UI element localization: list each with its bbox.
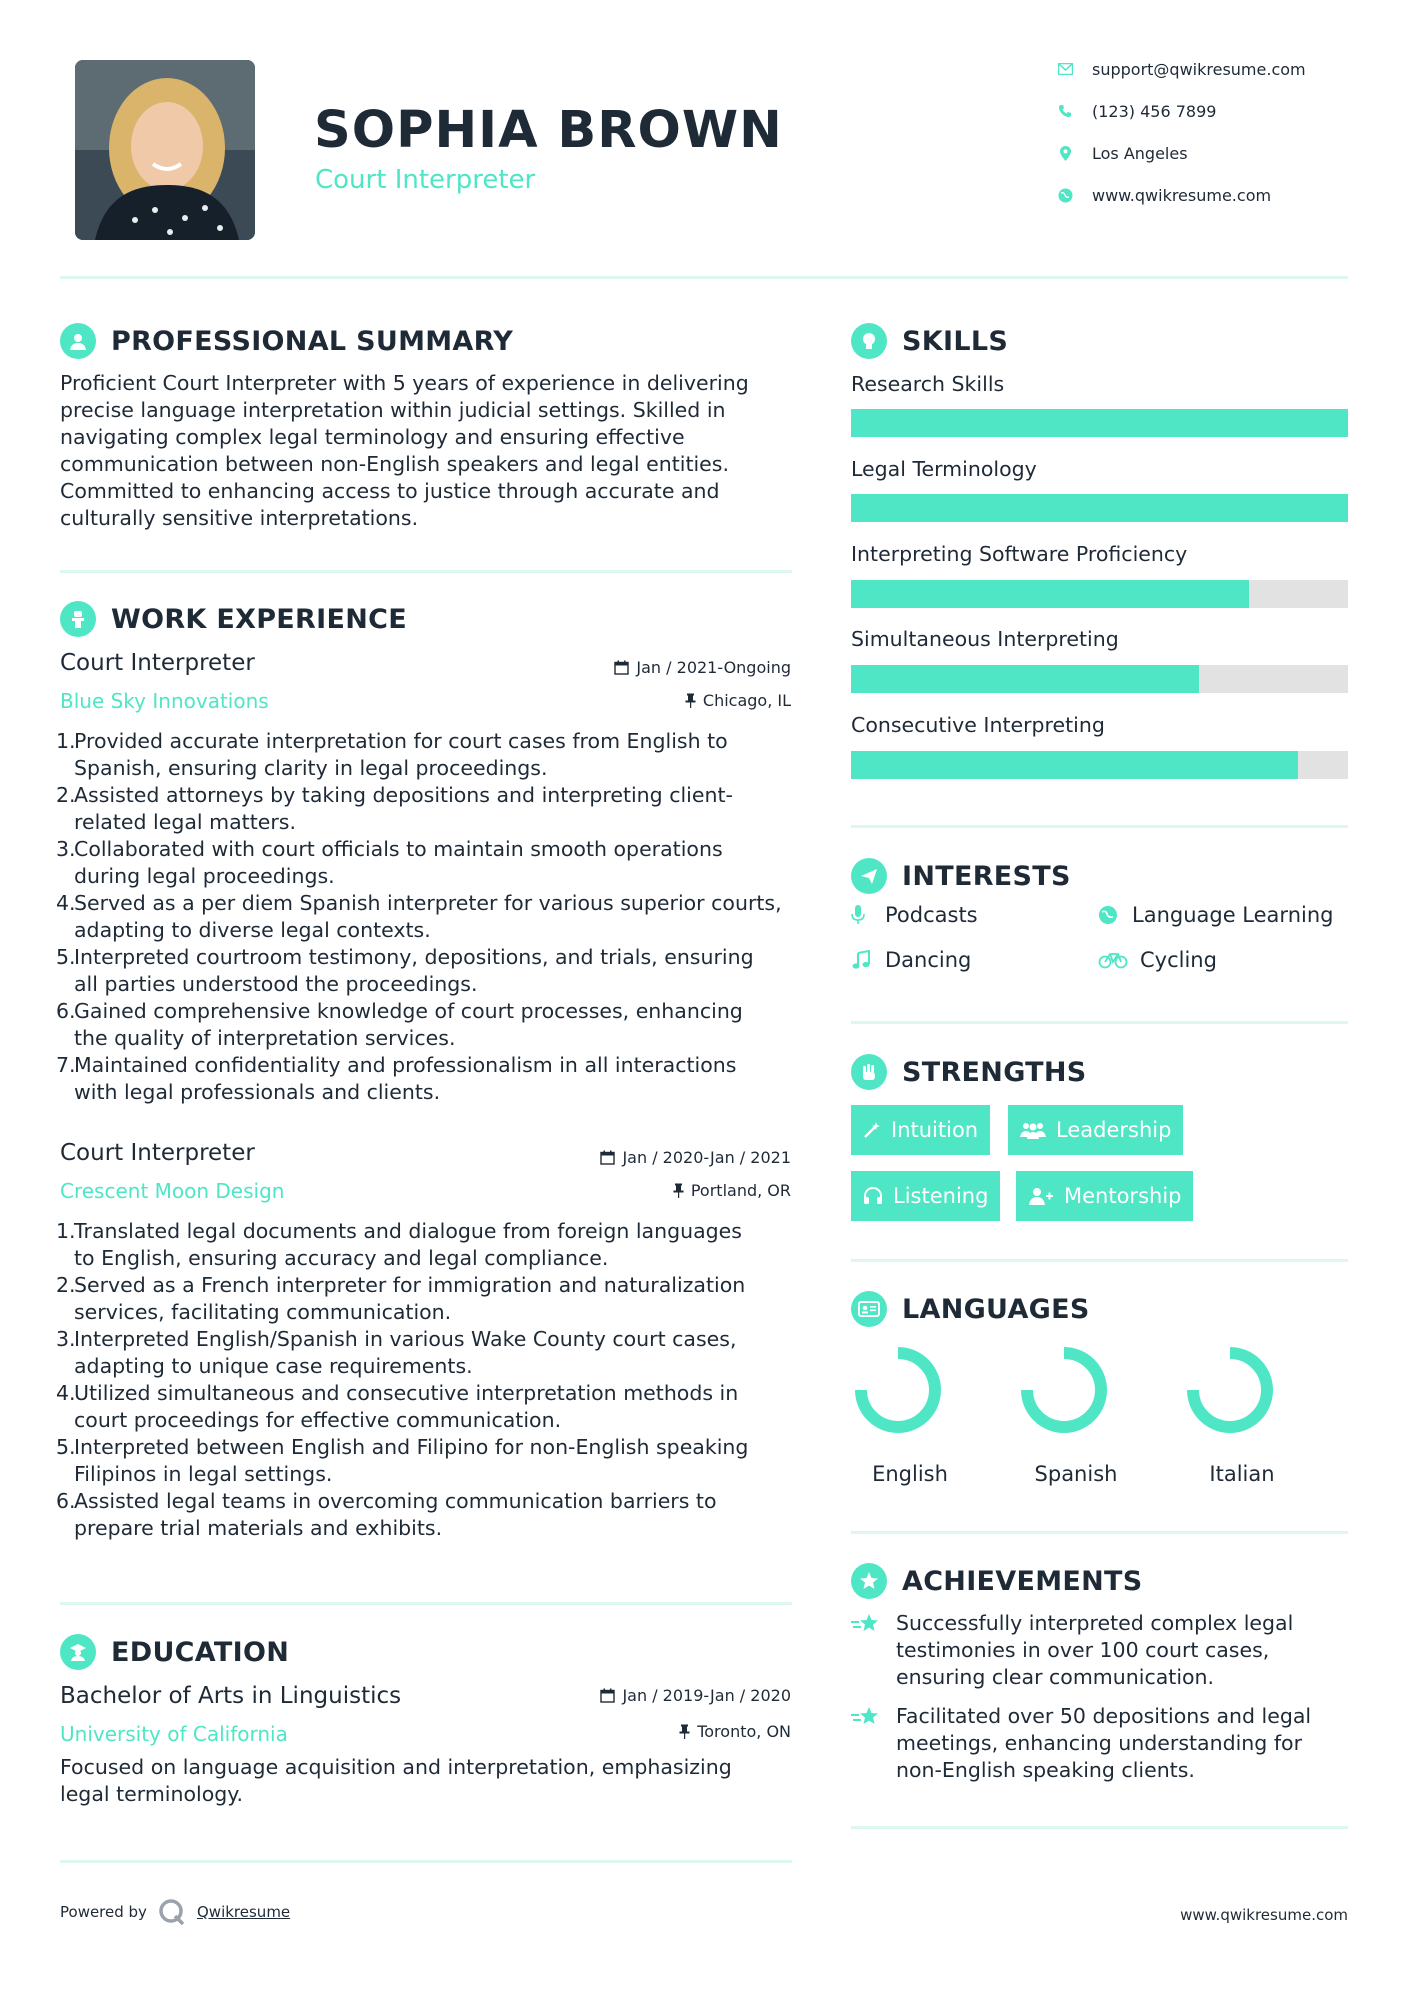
job-date-text: Jan / 2020-Jan / 2021	[622, 1148, 791, 1167]
list-item: 1. Translated legal documents and dialogue from foreign languages to English, ensuring accuracy and legal compliance.	[56, 1219, 742, 1270]
work-divider	[60, 1602, 792, 1605]
language-item	[1006, 1340, 1146, 1486]
language-progress-ring	[1172, 1340, 1312, 1440]
contact-phone-text: (123) 456 7899	[1092, 101, 1217, 121]
interest-label: Dancing	[885, 948, 972, 972]
summary-line: communication between non-English speakers and legal entities.	[60, 452, 729, 476]
languages-heading	[851, 1291, 1090, 1327]
interest-item	[1098, 948, 1217, 972]
shooting-star-icon	[851, 1610, 896, 1691]
skills-heading	[851, 323, 1008, 359]
strength-chip	[851, 1171, 1000, 1221]
languages-divider	[851, 1531, 1348, 1534]
list-item: 6. Gained comprehensive knowledge of court processes, enhancing the quality of interpretation services.	[56, 999, 743, 1050]
job-title: Court Interpreter	[60, 650, 255, 676]
graduate-icon	[60, 1634, 96, 1670]
skills-divider	[851, 825, 1348, 828]
work-heading-text: WORK EXPERIENCE	[111, 603, 407, 635]
strength-label: Listening	[893, 1184, 989, 1208]
language-label: Spanish	[1034, 1462, 1118, 1486]
list-item: 1. Provided accurate interpretation for court cases from English to Spanish, ensuring clarity in legal proceedings.	[56, 729, 728, 780]
job-date	[614, 658, 791, 677]
strength-chip	[1008, 1105, 1183, 1155]
language-progress-ring	[840, 1340, 980, 1440]
globe-icon	[1098, 905, 1124, 925]
hand-icon	[851, 1054, 887, 1090]
language-ring-arc	[861, 1353, 935, 1427]
list-item: 2. Served as a French interpreter for immigration and naturalization services, facilitating communication.	[56, 1273, 746, 1324]
strength-label: Leadership	[1056, 1118, 1172, 1142]
interest-item	[851, 903, 978, 927]
job-duties-list	[56, 728, 796, 1106]
skill-bar	[851, 494, 1348, 522]
list-item: 4. Served as a per diem Spanish interpreter for various superior courts, adapting to diverse legal contexts.	[56, 891, 782, 942]
podium-icon	[60, 601, 96, 637]
id-card-icon	[851, 1291, 887, 1327]
job-location	[673, 1181, 791, 1200]
list-item: 5. Interpreted between English and Filipino for non-English speaking Filipinos in legal settings.	[56, 1435, 749, 1486]
education-date-text: Jan / 2019-Jan / 2020	[622, 1686, 791, 1705]
microphone-icon	[851, 905, 877, 925]
strength-label: Intuition	[891, 1118, 979, 1142]
job-company: Crescent Moon Design	[60, 1179, 285, 1203]
job-location-text: Chicago, IL	[702, 691, 791, 710]
list-item: 4. Utilized simultaneous and consecutive interpretation methods in court proceedings for effective communication.	[56, 1381, 739, 1432]
education-heading-text: EDUCATION	[111, 1636, 290, 1668]
summary-heading-text: PROFESSIONAL SUMMARY	[111, 325, 514, 357]
summary-line: navigating complex legal terminology and ensuring effective	[60, 425, 685, 449]
calendar-icon	[600, 1688, 615, 1703]
summary-line: Committed to enhancing access to justice through accurate and	[60, 479, 720, 503]
interests-heading-text: INTERESTS	[902, 860, 1071, 892]
skill-bar-fill	[851, 494, 1348, 522]
job-duties-list	[56, 1218, 796, 1542]
summary-line: precise language interpretation within judicial settings. Skilled in	[60, 398, 726, 422]
strength-label: Mentorship	[1064, 1184, 1182, 1208]
interest-item	[1098, 903, 1333, 927]
strengths-heading-text: STRENGTHS	[902, 1056, 1087, 1088]
strengths-divider	[851, 1259, 1348, 1262]
candidate-name: SOPHIA BROWN	[314, 101, 783, 160]
globe-icon	[1056, 186, 1074, 204]
skill-bar	[851, 580, 1348, 608]
qwikresume-logo-icon	[157, 1898, 187, 1926]
education-location-text: Toronto, ON	[697, 1722, 791, 1741]
user-icon	[60, 323, 96, 359]
job-date-text: Jan / 2021-Ongoing	[636, 658, 791, 677]
list-item: 2. Assisted attorneys by taking depositions and interpreting client- related legal matters.	[56, 783, 733, 834]
achievements-heading	[851, 1563, 1143, 1599]
job-location	[685, 691, 791, 710]
bicycle-icon	[1098, 951, 1132, 969]
achievements-heading-text: ACHIEVEMENTS	[902, 1565, 1143, 1597]
phone-icon	[1056, 102, 1074, 120]
summary-line: Proficient Court Interpreter with 5 years of experience in delivering	[60, 371, 749, 395]
contact-location-text: Los Angeles	[1092, 143, 1188, 163]
education-line: Focused on language acquisition and interpretation, emphasizing	[60, 1755, 732, 1779]
language-progress-ring	[1006, 1340, 1146, 1440]
music-note-icon	[851, 950, 877, 970]
candidate-title: Court Interpreter	[315, 165, 536, 195]
skill-bar	[851, 751, 1348, 779]
header-divider	[60, 276, 1348, 279]
skill-bar	[851, 409, 1348, 437]
powered-by-label: Powered by	[60, 1903, 147, 1921]
skill-bar-fill	[851, 665, 1199, 693]
education-location	[679, 1722, 791, 1741]
job-location-text: Portland, OR	[690, 1181, 791, 1200]
language-item	[840, 1340, 980, 1486]
paper-plane-icon	[851, 858, 887, 894]
job-company: Blue Sky Innovations	[60, 689, 269, 713]
pin-icon	[673, 1183, 684, 1198]
language-label: English	[872, 1462, 948, 1486]
job-title: Court Interpreter	[60, 1140, 255, 1166]
contact-email-text: support@qwikresume.com	[1092, 59, 1306, 79]
contact-phone[interactable]	[1056, 100, 1216, 122]
skill-bar-fill	[851, 409, 1348, 437]
skill-label: Simultaneous Interpreting	[851, 627, 1119, 651]
languages-heading-text: LANGUAGES	[902, 1293, 1090, 1325]
degree-title: Bachelor of Arts in Linguistics	[60, 1683, 402, 1709]
star-badge-icon	[851, 1563, 887, 1599]
pin-icon	[685, 693, 696, 708]
user-plus-icon	[1028, 1187, 1054, 1205]
qwikresume-link-text: Qwikresume	[197, 1903, 291, 1921]
skill-bar-fill	[851, 751, 1298, 779]
list-item: 3. Interpreted English/Spanish in various Wake County court cases, adapting to unique case requirements.	[56, 1327, 737, 1378]
contact-website-text: www.qwikresume.com	[1092, 185, 1272, 205]
education-date	[600, 1686, 791, 1705]
language-ring-arc	[1027, 1353, 1101, 1427]
shooting-star-icon	[851, 1703, 896, 1784]
education-line: legal terminology.	[60, 1782, 243, 1806]
envelope-icon	[1056, 60, 1074, 78]
summary-divider	[60, 570, 792, 573]
list-item: 6. Assisted legal teams in overcoming communication barriers to prepare trial materials and exhibits.	[56, 1489, 717, 1540]
map-marker-icon	[1056, 144, 1074, 162]
skill-label: Consecutive Interpreting	[851, 713, 1105, 737]
contact-location	[1056, 142, 1188, 164]
interests-heading	[851, 858, 1071, 894]
interests-divider	[851, 1021, 1348, 1024]
list-item: 7. Maintained confidentiality and professionalism in all interactions with legal professionals and clients.	[56, 1053, 737, 1104]
strength-chip	[851, 1105, 990, 1155]
achievement-item: Facilitated over 50 depositions and legal meetings, enhancing understanding for non-English speaking clients.	[851, 1703, 1348, 1784]
qwikresume-link[interactable]	[157, 1898, 290, 1926]
school-name: University of California	[60, 1722, 288, 1746]
work-heading	[60, 601, 407, 637]
interest-label: Cycling	[1140, 948, 1217, 972]
language-label: Italian	[1209, 1462, 1275, 1486]
list-item: 3. Collaborated with court officials to maintain smooth operations during legal proceedings.	[56, 837, 723, 888]
skill-label: Interpreting Software Proficiency	[851, 542, 1188, 566]
skill-label: Research Skills	[851, 372, 1005, 396]
profile-photo	[75, 60, 255, 240]
calendar-icon	[600, 1150, 615, 1165]
lightbulb-icon	[851, 323, 887, 359]
headphones-icon	[863, 1187, 883, 1205]
skill-bar	[851, 665, 1348, 693]
skill-label: Legal Terminology	[851, 457, 1037, 481]
contact-website[interactable]	[1056, 184, 1271, 206]
interest-label: Language Learning	[1132, 903, 1334, 927]
magic-wand-icon	[863, 1121, 881, 1139]
achievement-item: Successfully interpreted complex legal testimonies in over 100 court cases, ensuring clear communication.	[851, 1610, 1348, 1691]
interest-label: Podcasts	[885, 903, 978, 927]
education-divider	[60, 1860, 792, 1863]
footer-website[interactable]: www.qwikresume.com	[1180, 1906, 1348, 1924]
strengths-heading	[851, 1054, 1087, 1090]
skills-heading-text: SKILLS	[902, 325, 1009, 357]
education-description	[60, 1754, 790, 1808]
contact-email[interactable]	[1056, 58, 1306, 80]
language-ring-arc	[1193, 1353, 1267, 1427]
summary-heading	[60, 323, 513, 359]
interest-item	[851, 948, 971, 972]
list-item: 5. Interpreted courtroom testimony, depositions, and trials, ensuring all parties understood the proceedings.	[56, 945, 754, 996]
language-item	[1172, 1340, 1312, 1486]
job-date	[600, 1148, 791, 1167]
achievements-divider	[851, 1826, 1348, 1829]
pin-icon	[679, 1724, 690, 1739]
summary-text	[60, 370, 790, 532]
skill-bar-fill	[851, 580, 1249, 608]
education-heading	[60, 1634, 289, 1670]
summary-line: culturally sensitive interpretations.	[60, 506, 419, 530]
users-icon	[1020, 1121, 1046, 1139]
calendar-icon	[614, 660, 629, 675]
strength-chip	[1016, 1171, 1193, 1221]
